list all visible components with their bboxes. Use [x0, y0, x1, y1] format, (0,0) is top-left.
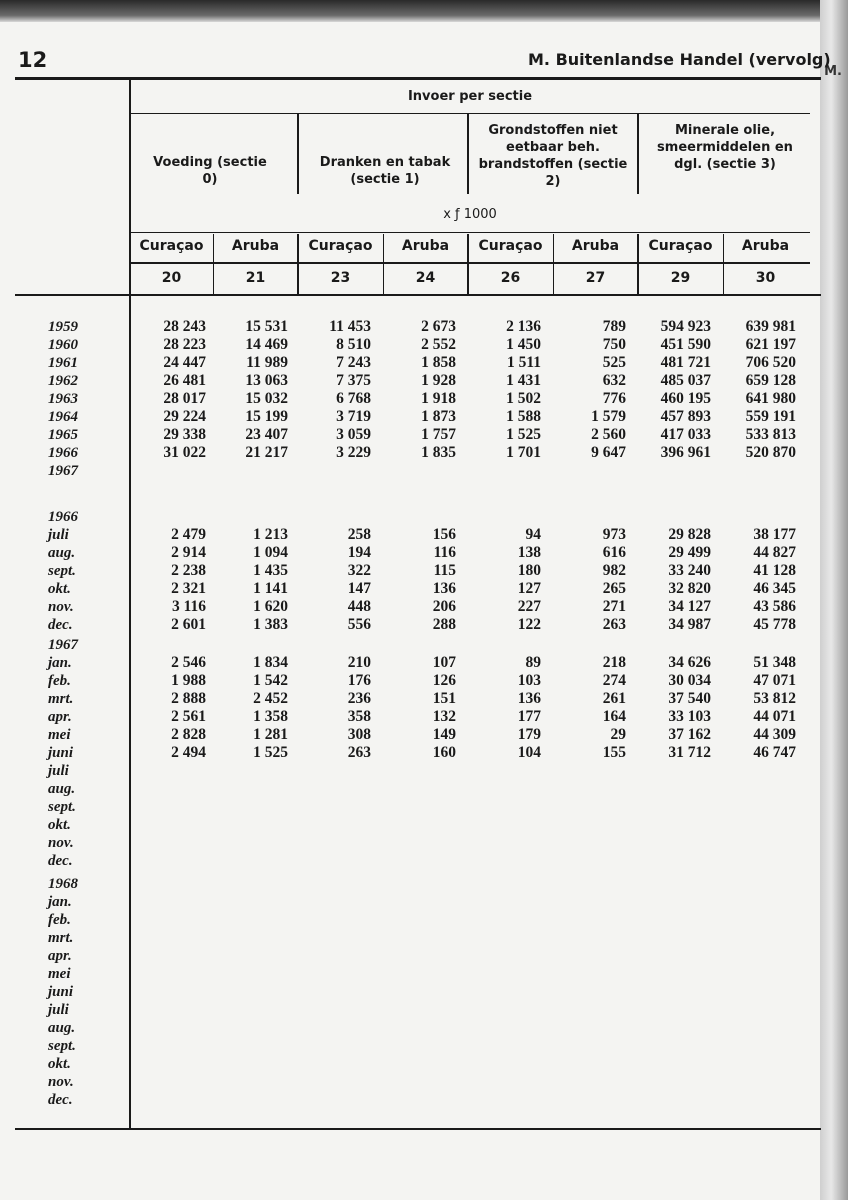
table-cell: 308	[347, 726, 371, 743]
table-row	[0, 372, 820, 390]
table-cell: 32 820	[668, 580, 711, 597]
table-cell: 1 757	[421, 426, 456, 443]
row-label: 1966	[48, 509, 78, 525]
table-cell: 29 338	[163, 426, 206, 443]
row-label: juli	[48, 527, 69, 543]
table-cell: 24 447	[163, 354, 206, 371]
column-header: Curaçao	[648, 238, 713, 254]
table-cell: 1 525	[506, 426, 541, 443]
table-cell: 155	[602, 744, 626, 761]
table-cell: 37 540	[668, 690, 711, 707]
section-header: Minerale olie, smeermiddelen en dgl. (sectie 3)	[657, 123, 793, 172]
table-row	[0, 672, 820, 690]
table-cell: 7 375	[336, 372, 371, 389]
table-cell: 1 502	[506, 390, 541, 407]
table-cell: 559 191	[745, 408, 796, 425]
row-label: aug.	[48, 545, 76, 561]
table-row	[0, 336, 820, 354]
table-cell: 104	[517, 744, 541, 761]
table-cell: 263	[602, 616, 626, 633]
table-cell: 194	[347, 544, 371, 561]
table-cell: 122	[517, 616, 541, 633]
table-row	[0, 544, 820, 562]
table-row	[0, 580, 820, 598]
table-cell: 33 103	[668, 708, 711, 725]
table-cell: 38 177	[753, 526, 796, 543]
row-label: mrt.	[48, 930, 74, 946]
table-cell: 127	[517, 580, 541, 597]
table-cell: 1 835	[421, 444, 456, 461]
page-title: M. Buitenlandse Handel (vervolg)	[528, 50, 831, 69]
table-cell: 29	[610, 726, 626, 743]
table-cell: 23 407	[245, 426, 288, 443]
table-cell: 176	[347, 672, 371, 689]
table-row	[0, 562, 820, 580]
column-header: Curaçao	[308, 238, 373, 254]
column-number: 23	[330, 270, 351, 286]
table-cell: 533 813	[745, 426, 796, 443]
table-cell: 1 542	[253, 672, 288, 689]
table-cell: 29 828	[668, 526, 711, 543]
table-row	[0, 1091, 820, 1109]
column-number: 29	[670, 270, 691, 286]
table-cell: 481 721	[660, 354, 711, 371]
table-cell: 34 127	[668, 598, 711, 615]
table-cell: 2 452	[253, 690, 288, 707]
table-cell: 13 063	[245, 372, 288, 389]
unit-label: x ƒ 1000	[443, 207, 497, 222]
row-label: okt.	[48, 581, 71, 597]
table-cell: 460 195	[660, 390, 711, 407]
row-group	[0, 636, 820, 870]
table-cell: 322	[347, 562, 371, 579]
table-cell: 261	[602, 690, 626, 707]
table-cell: 263	[347, 744, 371, 761]
table-cell: 6 768	[336, 390, 371, 407]
column-header: Aruba	[741, 238, 790, 254]
data-table-body	[0, 318, 820, 1109]
table-cell: 44 309	[753, 726, 796, 743]
table-cell: 53 812	[753, 690, 796, 707]
table-row	[0, 947, 820, 965]
table-cell: 1 511	[506, 354, 541, 371]
table-row	[0, 444, 820, 462]
table-cell: 47 071	[753, 672, 796, 689]
row-label: dec.	[48, 1092, 73, 1108]
table-cell: 156	[432, 526, 456, 543]
column-number: 24	[415, 270, 436, 286]
page-binding-edge	[820, 0, 848, 1200]
table-cell: 34 626	[668, 654, 711, 671]
row-label: sept.	[48, 563, 76, 579]
column-number: 20	[161, 270, 182, 286]
row-label: okt.	[48, 817, 71, 833]
table-cell: 706 520	[745, 354, 796, 371]
table-row	[0, 318, 820, 336]
table-row	[0, 1073, 820, 1091]
row-label: nov.	[48, 835, 74, 851]
column-header: Curaçao	[478, 238, 543, 254]
table-cell: 34 987	[668, 616, 711, 633]
table-row	[0, 762, 820, 780]
table-cell: 1 213	[253, 526, 288, 543]
section-header: Dranken en tabak (sectie 1)	[319, 155, 451, 187]
table-cell: 46 747	[753, 744, 796, 761]
table-cell: 15 199	[245, 408, 288, 425]
table-cell: 1 431	[506, 372, 541, 389]
table-cell: 28 243	[163, 318, 206, 335]
table-cell: 89	[525, 654, 541, 671]
row-label: juli	[48, 763, 69, 779]
row-label: mei	[48, 727, 71, 743]
table-row	[0, 875, 820, 893]
table-row	[0, 965, 820, 983]
table-cell: 9 647	[591, 444, 626, 461]
column-number: 27	[585, 270, 606, 286]
table-cell: 641 980	[745, 390, 796, 407]
table-row	[0, 929, 820, 947]
table-cell: 288	[432, 616, 456, 633]
table-cell: 258	[347, 526, 371, 543]
row-label: okt.	[48, 1056, 71, 1072]
table-row	[0, 408, 820, 426]
table-cell: 103	[517, 672, 541, 689]
table-cell: 180	[517, 562, 541, 579]
table-row	[0, 911, 820, 929]
table-cell: 164	[602, 708, 626, 725]
table-cell: 2 673	[421, 318, 456, 335]
table-cell: 982	[602, 562, 626, 579]
table-cell: 44 071	[753, 708, 796, 725]
table-row	[0, 1037, 820, 1055]
section-header: Voeding (sectie 0)	[153, 155, 267, 187]
table-cell: 1 435	[253, 562, 288, 579]
table-cell: 45 778	[753, 616, 796, 633]
table-cell: 1 988	[171, 672, 206, 689]
row-label: 1959	[48, 319, 78, 335]
row-label: 1963	[48, 391, 78, 407]
table-cell: 457 893	[660, 408, 711, 425]
row-label: juni	[48, 984, 74, 1000]
table-cell: 2 888	[171, 690, 206, 707]
table-cell: 2 914	[171, 544, 206, 561]
table-row	[0, 426, 820, 444]
table-cell: 21 217	[245, 444, 288, 461]
table-cell: 1 281	[253, 726, 288, 743]
bottom-rule	[15, 1128, 821, 1130]
table-row	[0, 636, 820, 654]
group-rule	[130, 113, 810, 114]
table-cell: 94	[525, 526, 541, 543]
row-label: aug.	[48, 781, 76, 797]
row-group	[0, 875, 820, 1109]
table-cell: 639 981	[745, 318, 796, 335]
table-cell: 11 989	[246, 354, 288, 371]
table-row	[0, 834, 820, 852]
scan-top-edge	[0, 0, 848, 22]
row-label: 1960	[48, 337, 78, 353]
table-cell: 556	[347, 616, 371, 633]
row-label: dec.	[48, 853, 73, 869]
table-row	[0, 690, 820, 708]
table-cell: 1 918	[421, 390, 456, 407]
top-rule	[15, 77, 821, 80]
table-cell: 2 238	[171, 562, 206, 579]
table-cell: 8 510	[336, 336, 371, 353]
table-cell: 2 479	[171, 526, 206, 543]
column-number: 30	[755, 270, 776, 286]
table-cell: 789	[602, 318, 626, 335]
table-cell: 2 321	[171, 580, 206, 597]
table-cell: 51 348	[753, 654, 796, 671]
table-cell: 3 719	[336, 408, 371, 425]
table-row	[0, 654, 820, 672]
table-cell: 31 022	[163, 444, 206, 461]
table-cell: 28 223	[163, 336, 206, 353]
table-row	[0, 708, 820, 726]
table-cell: 46 345	[753, 580, 796, 597]
table-cell: 37 162	[668, 726, 711, 743]
table-cell: 29 224	[163, 408, 206, 425]
table-row	[0, 1019, 820, 1037]
table-cell: 44 827	[753, 544, 796, 561]
section-divider	[637, 114, 639, 194]
table-cell: 115	[433, 562, 456, 579]
row-group	[0, 318, 820, 480]
row-group	[0, 508, 820, 634]
table-cell: 2 828	[171, 726, 206, 743]
row-label: 1961	[48, 355, 78, 371]
table-cell: 1 620	[253, 598, 288, 615]
row-label: 1968	[48, 876, 78, 892]
table-cell: 2 136	[506, 318, 541, 335]
table-cell: 138	[517, 544, 541, 561]
table-cell: 147	[347, 580, 371, 597]
column-header: Aruba	[401, 238, 450, 254]
row-label: sept.	[48, 1038, 76, 1054]
row-label: 1964	[48, 409, 78, 425]
row-label: jan.	[48, 894, 72, 910]
table-cell: 520 870	[745, 444, 796, 461]
unit-rule	[130, 232, 810, 233]
table-cell: 1 858	[421, 354, 456, 371]
section-divider	[297, 114, 299, 194]
table-cell: 1 928	[421, 372, 456, 389]
table-cell: 1 579	[591, 408, 626, 425]
column-header: Aruba	[231, 238, 280, 254]
table-cell: 2 552	[421, 336, 456, 353]
table-row	[0, 462, 820, 480]
table-cell: 15 531	[245, 318, 288, 335]
table-cell: 177	[517, 708, 541, 725]
table-cell: 11 453	[329, 318, 371, 335]
table-cell: 151	[432, 690, 456, 707]
row-label: nov.	[48, 599, 74, 615]
table-cell: 265	[602, 580, 626, 597]
table-cell: 2 561	[171, 708, 206, 725]
table-cell: 41 128	[753, 562, 796, 579]
table-cell: 149	[432, 726, 456, 743]
table-cell: 1 873	[421, 408, 456, 425]
table-cell: 33 240	[668, 562, 711, 579]
table-cell: 2 560	[591, 426, 626, 443]
table-cell: 227	[517, 598, 541, 615]
subcol-rule	[130, 262, 810, 264]
table-cell: 160	[432, 744, 456, 761]
table-cell: 3 116	[171, 598, 206, 615]
table-row	[0, 816, 820, 834]
table-cell: 271	[602, 598, 626, 615]
table-cell: 274	[602, 672, 626, 689]
column-header: Aruba	[571, 238, 620, 254]
table-cell: 621 197	[745, 336, 796, 353]
row-label: nov.	[48, 1074, 74, 1090]
table-cell: 632	[602, 372, 626, 389]
table-cell: 1 383	[253, 616, 288, 633]
table-cell: 448	[347, 598, 371, 615]
table-cell: 1 358	[253, 708, 288, 725]
table-cell: 776	[602, 390, 626, 407]
row-label: mei	[48, 966, 71, 982]
table-row	[0, 526, 820, 544]
table-cell: 485 037	[660, 372, 711, 389]
header-bottom-rule	[15, 294, 821, 296]
table-cell: 7 243	[336, 354, 371, 371]
table-cell: 973	[602, 526, 626, 543]
table-row	[0, 616, 820, 634]
table-cell: 15 032	[245, 390, 288, 407]
table-cell: 396 961	[660, 444, 711, 461]
table-cell: 218	[602, 654, 626, 671]
table-cell: 417 033	[660, 426, 711, 443]
table-row	[0, 1001, 820, 1019]
table-cell: 28 017	[163, 390, 206, 407]
table-cell: 525	[602, 354, 626, 371]
table-cell: 126	[432, 672, 456, 689]
table-cell: 1 450	[506, 336, 541, 353]
next-page-fragment: M.	[824, 64, 842, 79]
table-cell: 3 059	[336, 426, 371, 443]
table-cell: 31 712	[668, 744, 711, 761]
row-label: 1962	[48, 373, 78, 389]
table-cell: 594 923	[660, 318, 711, 335]
table-cell: 136	[432, 580, 456, 597]
page-number: 12	[18, 48, 48, 72]
table-cell: 616	[602, 544, 626, 561]
table-cell: 1 525	[253, 744, 288, 761]
row-label: feb.	[48, 912, 71, 928]
table-cell: 1 094	[253, 544, 288, 561]
table-row	[0, 1055, 820, 1073]
section-header: Grondstoffen niet eetbaar beh. brandstoffen (sectie 2)	[478, 123, 628, 189]
table-row	[0, 798, 820, 816]
table-row	[0, 508, 820, 526]
table-cell: 1 588	[506, 408, 541, 425]
row-label: juli	[48, 1002, 69, 1018]
row-label: apr.	[48, 948, 72, 964]
row-label: jan.	[48, 655, 72, 671]
table-row	[0, 780, 820, 798]
table-cell: 210	[347, 654, 371, 671]
table-row	[0, 852, 820, 870]
section-divider	[467, 114, 469, 194]
table-cell: 29 499	[668, 544, 711, 561]
table-cell: 30 034	[668, 672, 711, 689]
row-label: mrt.	[48, 691, 74, 707]
table-row	[0, 983, 820, 1001]
table-cell: 358	[347, 708, 371, 725]
table-row	[0, 390, 820, 408]
table-cell: 43 586	[753, 598, 796, 615]
table-cell: 1 701	[506, 444, 541, 461]
table-row	[0, 893, 820, 911]
row-label: juni	[48, 745, 74, 761]
column-number: 21	[245, 270, 266, 286]
table-cell: 179	[517, 726, 541, 743]
table-cell: 136	[517, 690, 541, 707]
table-cell: 1 834	[253, 654, 288, 671]
group-header: Invoer per sectie	[407, 89, 533, 104]
table-cell: 750	[602, 336, 626, 353]
table-cell: 26 481	[163, 372, 206, 389]
table-cell: 2 601	[171, 616, 206, 633]
table-cell: 2 546	[171, 654, 206, 671]
table-cell: 14 469	[245, 336, 288, 353]
row-label: 1965	[48, 427, 78, 443]
table-cell: 1 141	[253, 580, 288, 597]
table-row	[0, 354, 820, 372]
table-row	[0, 598, 820, 616]
row-label: aug.	[48, 1020, 76, 1036]
row-label: 1966	[48, 445, 78, 461]
table-row	[0, 726, 820, 744]
table-cell: 132	[432, 708, 456, 725]
column-header: Curaçao	[139, 238, 204, 254]
table-cell: 451 590	[660, 336, 711, 353]
row-label: 1967	[48, 463, 78, 479]
table-cell: 107	[432, 654, 456, 671]
table-cell: 236	[347, 690, 371, 707]
row-label: dec.	[48, 617, 73, 633]
table-cell: 3 229	[336, 444, 371, 461]
column-number: 26	[500, 270, 521, 286]
table-row	[0, 744, 820, 762]
row-label: feb.	[48, 673, 71, 689]
table-cell: 206	[432, 598, 456, 615]
row-label: apr.	[48, 709, 72, 725]
row-label: 1967	[48, 637, 78, 653]
row-label: sept.	[48, 799, 76, 815]
table-cell: 116	[433, 544, 456, 561]
table-cell: 659 128	[745, 372, 796, 389]
table-cell: 2 494	[171, 744, 206, 761]
